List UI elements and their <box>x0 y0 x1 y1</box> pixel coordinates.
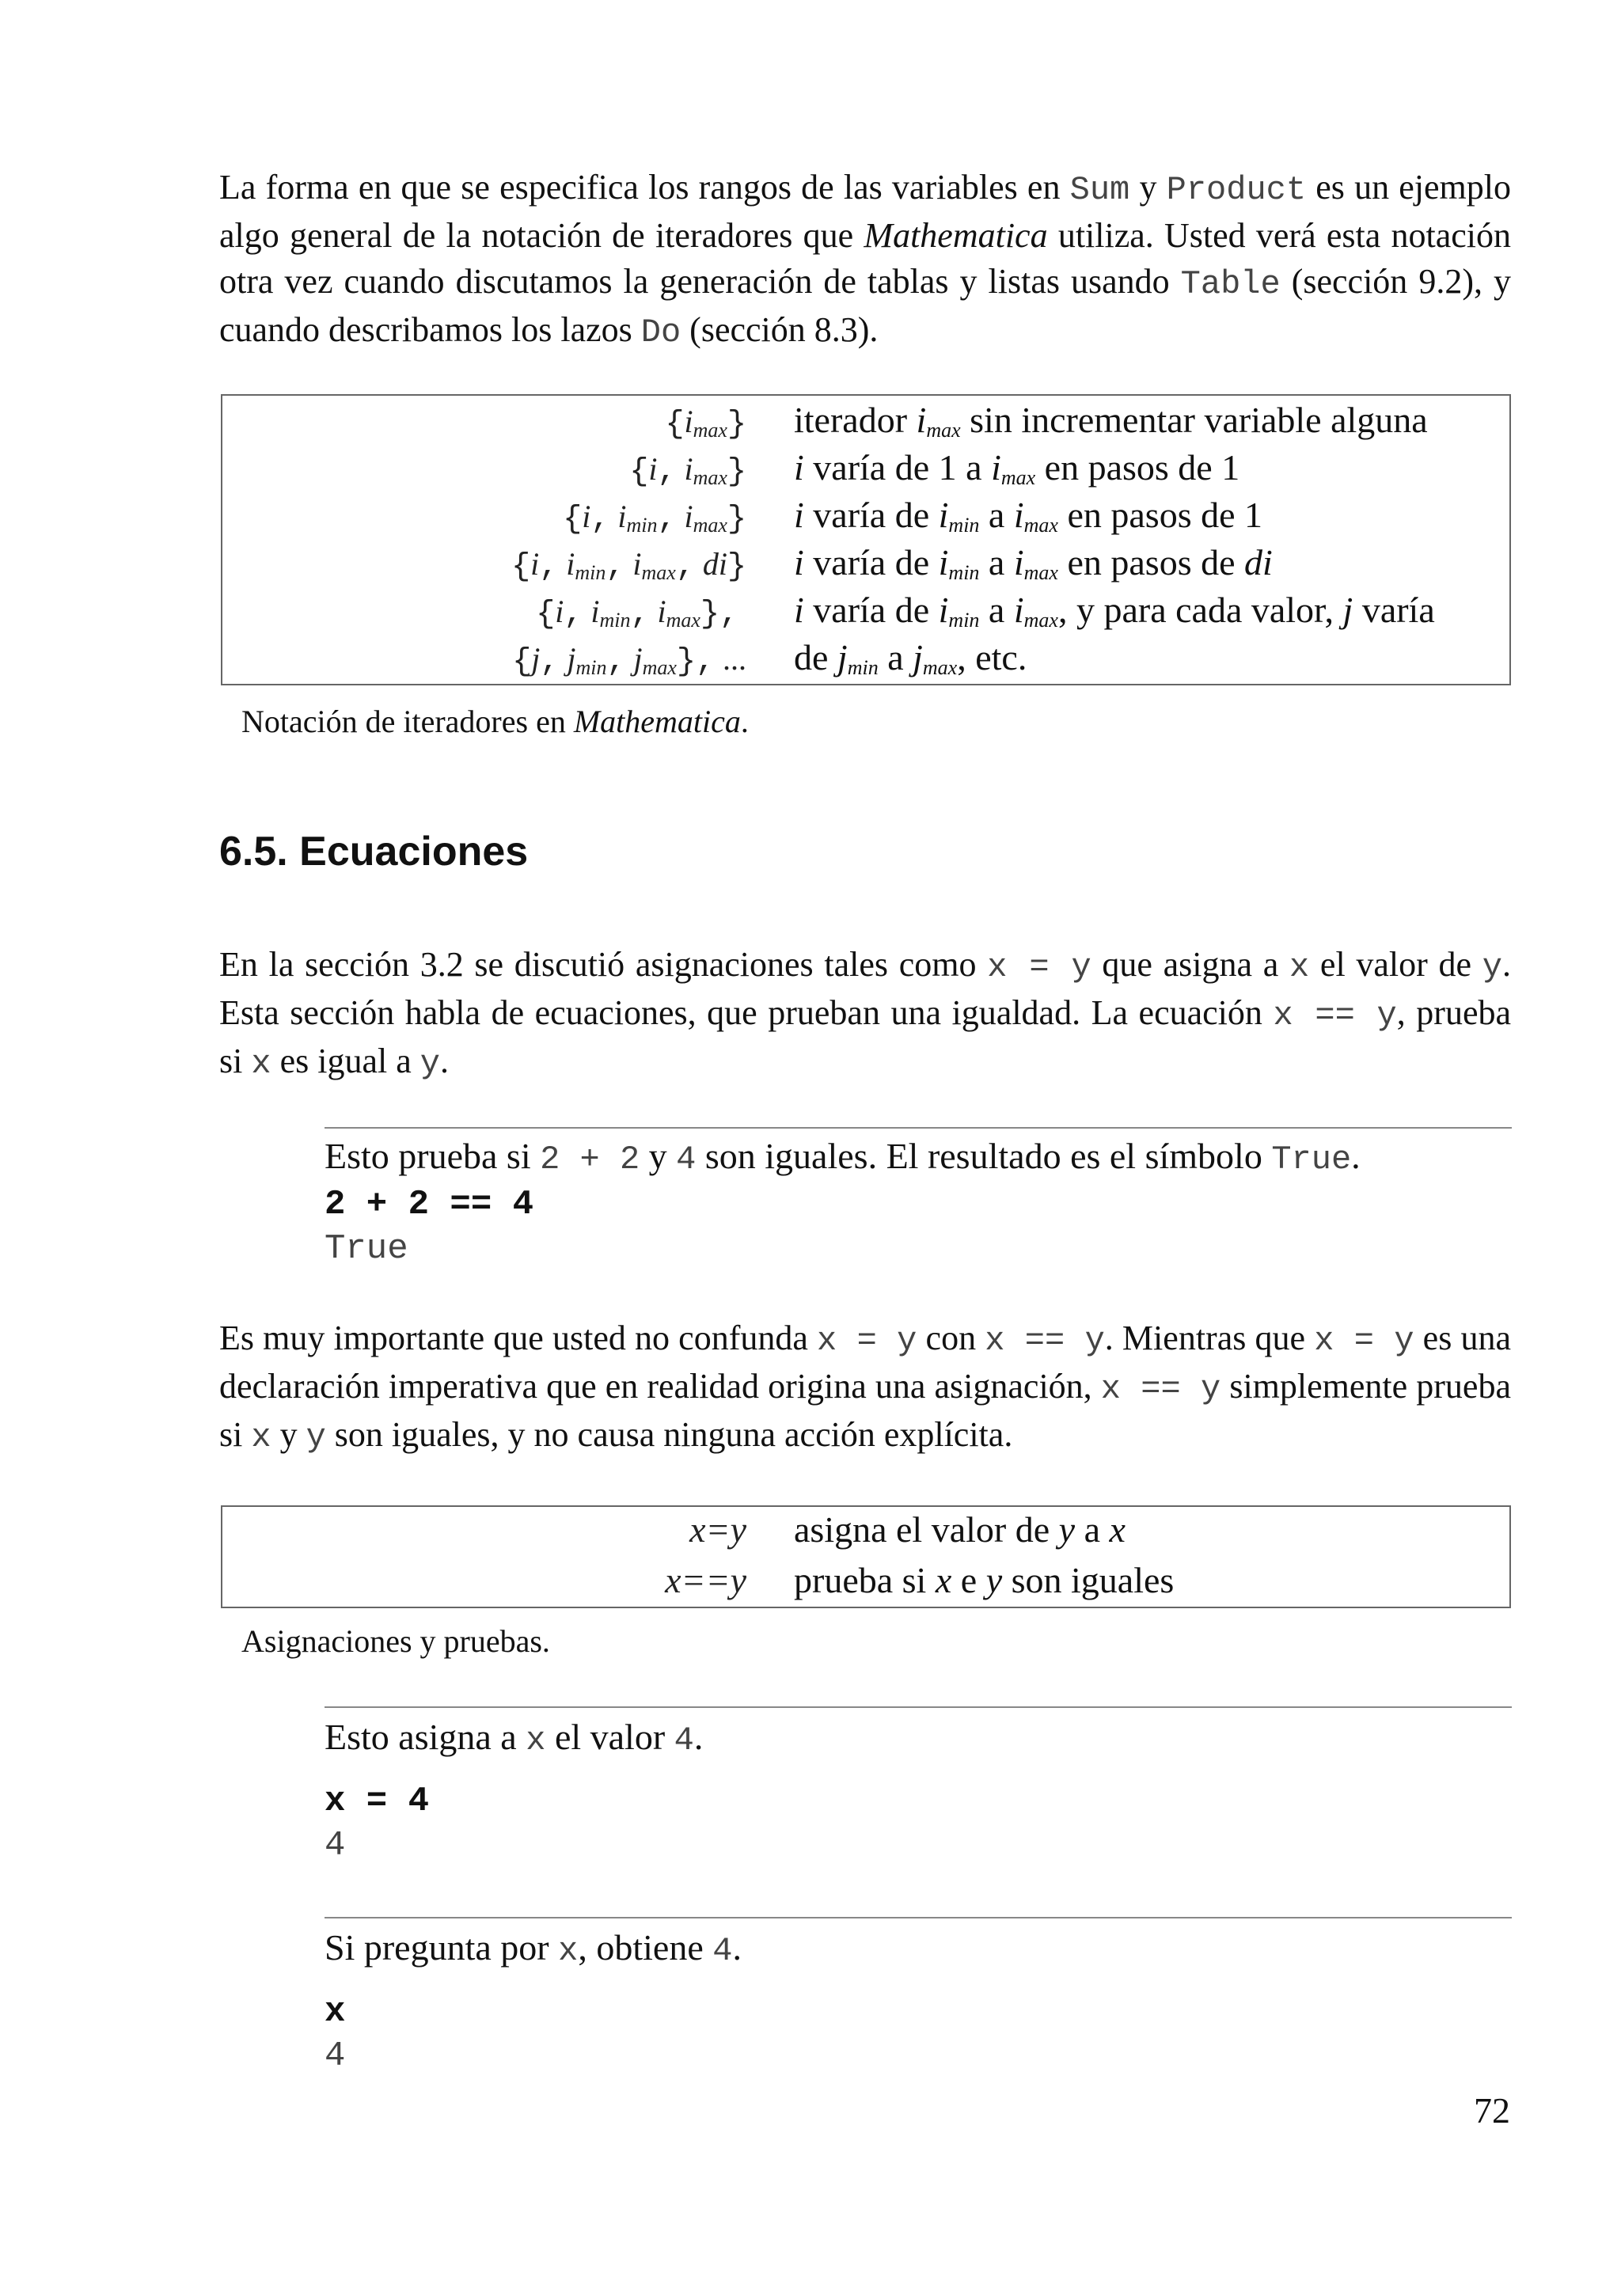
cell-description: Esto asigna a x el valor 4. <box>325 1717 704 1759</box>
page-number: 72 <box>1474 2090 1510 2131</box>
table-row: {i, $i_{min}$, $i_{max}$} i varía de $i_{min}$ a $i_{max}$ en pasos de 1 <box>563 495 1263 537</box>
cell-input: x <box>325 1992 346 2032</box>
iterator-table-caption: Notación de iteradores en Mathematica. <box>241 704 749 739</box>
cell-output: 4 <box>325 2036 346 2076</box>
assignment-table <box>221 1505 1511 1608</box>
equations-paragraph: En la sección 3.2 se discutió asignaciones tales como x = y que asigna a x el valor de y. Esta sección habla de ecuaciones, que prueban una igualdad. La ecuación x == y, prueba si x es igual a y. <box>219 945 1511 1083</box>
warning-paragraph: Es muy importante que usted no confunda x = y con x == y. Mientras que x = y es una declaración imperativa que en realidad origina una asignación, x == y simplemente prueba si x y y son iguales, y no causa ninguna acción explícita. <box>219 1319 1512 1456</box>
iterator-notation-table <box>221 394 1511 685</box>
example-cell-query <box>325 1917 1512 2078</box>
cell-description: Esto prueba si 2 + 2 y 4 son iguales. El resultado es el símbolo True. <box>325 1136 1361 1178</box>
table-row: {i, $i_{max}$} i varía de 1 a $i_{max}$ en pasos de 1 <box>629 447 1240 490</box>
example-cell-equality <box>325 1127 1512 1271</box>
table-row: $\{i_{max}\}$ iterador $i_{max}$ sin incrementar variable alguna <box>665 400 1428 442</box>
cell-divider <box>325 1127 1512 1129</box>
section-title: 6.5. Ecuaciones <box>219 829 529 875</box>
table-row: {j, $j_{min}$, $j_{max}$}, ... de $j_{min}$ a $j_{max}$, etc. <box>512 637 1027 680</box>
cell-divider <box>325 1917 1512 1918</box>
cell-input: 2 + 2 == 4 <box>325 1185 534 1224</box>
cell-description: Si pregunta por x, obtiene 4. <box>325 1927 742 1970</box>
cell-input: x = 4 <box>325 1782 430 1821</box>
cell-output: 4 <box>325 1826 346 1865</box>
intro-paragraph: La forma en que se especifica los rangos de las variables en Sum y Product es un ejemplo algo general de la notación de iteradores que Mathematica utiliza. Usted verá esta notación otra vez cuando discutamos la generación de tablas y listas usando Table (sección 9.2), y cuando describamos los lazos Do (sección 8.3). <box>219 168 1512 351</box>
cell-divider <box>325 1706 1512 1708</box>
table-row: x=y asigna el valor de y a x <box>689 1509 1126 1550</box>
example-cell-assignment <box>325 1706 1512 1868</box>
table-row: {i, $i_{min}$, $i_{max}$, di} i varía de $i_{min}$ a $i_{max}$ en pasos de di <box>511 542 1273 585</box>
table-row: x==y prueba si x e y son iguales <box>665 1560 1175 1600</box>
cell-output: True <box>325 1229 408 1269</box>
table-row: {i, $i_{min}$, $i_{max}$}, i varía de $i_{min}$ a $i_{max}$, y para cada valor, j varía <box>536 590 1435 632</box>
assignment-table-caption: Asignaciones y pruebas. <box>241 1623 550 1659</box>
